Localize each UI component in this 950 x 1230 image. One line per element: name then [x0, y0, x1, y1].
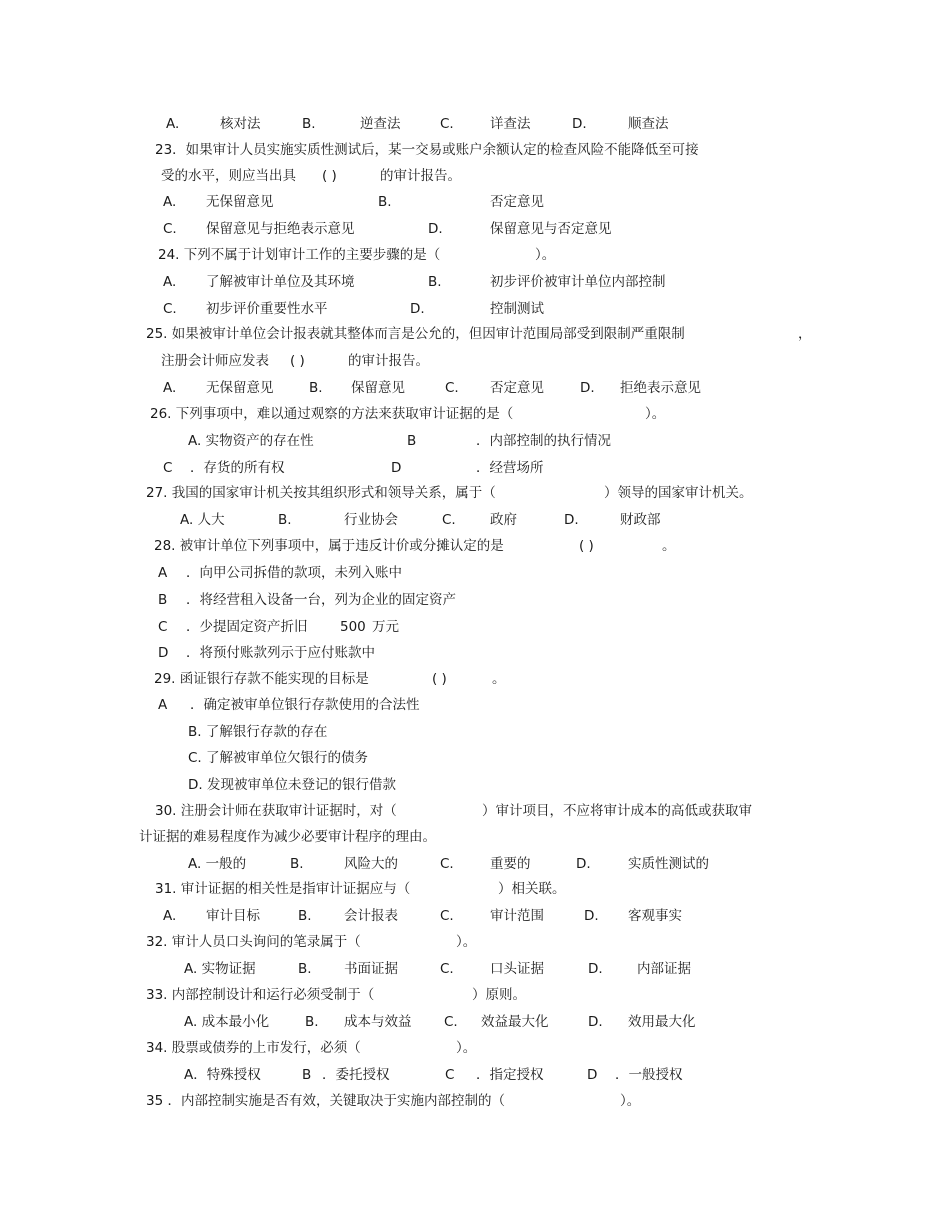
- q24-stem: 24. 下列不属于计划审计工作的主要步骤的是（: [158, 247, 441, 263]
- q24-option-b-text: 初步评价被审计单位内部控制: [490, 274, 666, 290]
- q25-stem-comma: ，: [798, 326, 812, 342]
- q28-stem-dot: 。: [662, 538, 676, 554]
- q28-option-c-unit: 万元: [372, 619, 399, 635]
- q25-answer-blank: ( ): [290, 353, 305, 369]
- q27-option-b-label: B.: [278, 512, 292, 528]
- q31-option-b-label: B.: [298, 908, 312, 924]
- q30-option-b-label: B.: [290, 856, 304, 872]
- q34-option-c-label: C: [445, 1067, 455, 1083]
- q23-answer-blank: ( ): [322, 168, 337, 184]
- q25-stem: 25. 如果被审计单位会计报表就其整体而言是公允的，但因审计范围局部受到限制严重限制: [146, 326, 685, 342]
- q32-option-b-text: 书面证据: [344, 961, 398, 977]
- q26-option-b-text: ．内部控制的执行情况: [476, 433, 611, 449]
- q34-option-a: A．特殊授权: [184, 1067, 261, 1083]
- q23-option-d-label: D.: [428, 221, 443, 237]
- q28-option-c-text: ．少提固定资产折旧: [186, 619, 308, 635]
- q25-option-a-text: 无保留意见: [206, 380, 274, 396]
- q31-stem: 31. 审计证据的相关性是指审计证据应与（: [155, 881, 411, 897]
- q31-option-b-text: 会计报表: [344, 908, 398, 924]
- q22-option-c-label: C.: [440, 116, 454, 132]
- q24-stem-close: ）。: [535, 247, 556, 263]
- q28-option-d-label: D: [158, 645, 169, 661]
- q32-option-d-label: D.: [588, 961, 603, 977]
- q23-stem-part1: 受的水平，则应当出具: [161, 168, 296, 184]
- q27-option-a: A. 人大: [180, 512, 225, 528]
- q25-option-b-text: 保留意见: [351, 380, 405, 396]
- q28-option-b-text: ．将经营租入设备一台，列为企业的固定资产: [186, 592, 456, 608]
- q24-option-d-text: 控制测试: [490, 301, 544, 317]
- q33-stem: 33. 内部控制设计和运行必须受制于（: [146, 987, 375, 1003]
- q25-option-b-label: B.: [309, 380, 323, 396]
- q34-stem-close: ）。: [456, 1040, 477, 1056]
- q27-stem: 27. 我国的国家审计机关按其组织形式和领导关系，属于（: [146, 485, 496, 501]
- q23-option-b-label: B.: [378, 194, 392, 210]
- q33-stem-close: ）原则。: [472, 987, 526, 1003]
- q25-option-c-text: 否定意见: [490, 380, 544, 396]
- q35-stem: 35 ．内部控制实施是否有效，关键取决于实施内部控制的（: [146, 1093, 505, 1109]
- q31-option-a-label: A.: [163, 908, 177, 924]
- q29-option-d: D. 发现被审单位未登记的银行借款: [188, 777, 396, 793]
- q30-option-d-text: 实质性测试的: [628, 856, 709, 872]
- q24-option-a-label: A.: [163, 274, 177, 290]
- q26-option-d-label: D: [391, 460, 402, 476]
- q29-option-a-text: ．确定被审单位银行存款使用的合法性: [190, 697, 420, 713]
- q31-option-d-label: D.: [584, 908, 599, 924]
- q22-option-a-text: 核对法: [220, 116, 261, 132]
- q26-option-b-label: B: [407, 433, 417, 449]
- q31-stem-close: ）相关联。: [498, 881, 566, 897]
- q28-option-c-label: C: [158, 619, 168, 635]
- q31-option-c-text: 审计范围: [490, 908, 544, 924]
- q26-stem-close: ）。: [645, 406, 666, 422]
- q30-option-c-text: 重要的: [490, 856, 531, 872]
- q29-answer-blank: ( ): [432, 671, 447, 687]
- q32-stem: 32. 审计人员口头询问的笔录属于（: [146, 934, 361, 950]
- q25-stem-part2: 的审计报告。: [348, 353, 429, 369]
- q31-option-c-label: C.: [440, 908, 454, 924]
- q30-stem: 30. 注册会计师在获取审计证据时，对（: [155, 803, 397, 819]
- q22-option-d-label: D.: [572, 116, 587, 132]
- q32-option-b-label: B.: [298, 961, 312, 977]
- q28-option-a-label: A: [158, 565, 168, 581]
- q23-option-b-text: 否定意见: [490, 194, 544, 210]
- q24-option-c-text: 初步评价重要性水平: [206, 301, 328, 317]
- q34-option-b-label: B: [302, 1067, 312, 1083]
- q22-option-a-label: A.: [166, 116, 180, 132]
- q27-option-d-label: D.: [564, 512, 579, 528]
- q29-option-a-label: A: [158, 697, 168, 713]
- q34-option-d-label: D: [587, 1067, 598, 1083]
- q30-option-c-label: C.: [440, 856, 454, 872]
- q32-option-d-text: 内部证据: [637, 961, 691, 977]
- q28-answer-blank: ( ): [579, 538, 594, 554]
- q29-stem: 29. 函证银行存款不能实现的目标是: [154, 671, 369, 687]
- q34-stem: 34. 股票或债券的上市发行，必须（: [146, 1040, 361, 1056]
- q28-stem: 28. 被审计单位下列事项中，属于违反计价或分摊认定的是: [154, 538, 504, 554]
- q30-option-a: A. 一般的: [188, 856, 247, 872]
- q33-option-c-label: C.: [444, 1014, 458, 1030]
- q30-option-d-label: D.: [576, 856, 591, 872]
- q34-option-c-text: ．指定授权: [476, 1067, 544, 1083]
- q26-option-c-text: ．存货的所有权: [190, 460, 285, 476]
- q34-option-b-text: ．委托授权: [322, 1067, 390, 1083]
- q27-option-d-text: 财政部: [620, 512, 661, 528]
- q29-option-b: B. 了解银行存款的存在: [188, 724, 328, 740]
- q26-option-a: A. 实物资产的存在性: [188, 433, 314, 449]
- q33-option-d-label: D.: [588, 1014, 603, 1030]
- q30-stem-continued: 计证据的难易程度作为减少必要审计程序的理由。: [139, 829, 436, 845]
- q23-option-c-text: 保留意见与拒绝表示意见: [206, 221, 355, 237]
- q29-option-c: C. 了解被审单位欠银行的债务: [188, 750, 369, 766]
- q28-option-b-label: B: [158, 592, 168, 608]
- q25-option-d-text: 拒绝表示意见: [620, 380, 701, 396]
- q27-option-b-text: 行业协会: [344, 512, 398, 528]
- q31-option-d-text: 客观事实: [628, 908, 682, 924]
- q33-option-b-label: B.: [305, 1014, 319, 1030]
- q25-option-c-label: C.: [445, 380, 459, 396]
- q26-option-c-label: C: [163, 460, 173, 476]
- q32-stem-close: ）。: [456, 934, 477, 950]
- q23-stem-part2: 的审计报告。: [380, 168, 461, 184]
- q30-stem-close: ）审计项目，不应将审计成本的高低或获取审: [482, 803, 752, 819]
- q33-option-a: A. 成本最小化: [184, 1014, 270, 1030]
- q25-option-d-label: D.: [580, 380, 595, 396]
- q28-option-d-text: ．将预付账款列示于应付账款中: [186, 645, 375, 661]
- q22-option-b-label: B.: [302, 116, 316, 132]
- q24-option-a-text: 了解被审计单位及其环境: [206, 274, 355, 290]
- q29-stem-dot: 。: [492, 671, 506, 687]
- q27-option-c-label: C.: [442, 512, 456, 528]
- q22-option-c-text: 详查法: [490, 116, 531, 132]
- q34-option-d-text: ．一般授权: [615, 1067, 683, 1083]
- q31-option-a-text: 审计目标: [206, 908, 260, 924]
- q22-option-b-text: 逆查法: [360, 116, 401, 132]
- q27-option-c-text: 政府: [490, 512, 517, 528]
- q32-option-a: A. 实物证据: [184, 961, 256, 977]
- q24-option-d-label: D.: [410, 301, 425, 317]
- q24-option-b-label: B.: [428, 274, 442, 290]
- q26-stem: 26. 下列事项中，难以通过观察的方法来获取审计证据的是（: [150, 406, 514, 422]
- q32-option-c-text: 口头证据: [490, 961, 544, 977]
- q25-option-a-label: A.: [163, 380, 177, 396]
- q23-option-a-text: 无保留意见: [206, 194, 274, 210]
- q25-stem-part1: 注册会计师应发表: [161, 353, 269, 369]
- q33-option-d-text: 效用最大化: [628, 1014, 696, 1030]
- q28-option-c-amount: 500: [340, 619, 366, 635]
- q24-option-c-label: C.: [163, 301, 177, 317]
- q28-option-a-text: ．向甲公司拆借的款项，未列入账中: [186, 565, 402, 581]
- q23-option-a-label: A.: [163, 194, 177, 210]
- q22-option-d-text: 顺查法: [628, 116, 669, 132]
- q23-option-d-text: 保留意见与否定意见: [490, 221, 612, 237]
- q33-option-b-text: 成本与效益: [344, 1014, 412, 1030]
- q32-option-c-label: C.: [440, 961, 454, 977]
- q30-option-b-text: 风险大的: [344, 856, 398, 872]
- q23-option-c-label: C.: [163, 221, 177, 237]
- q35-stem-close: ）。: [620, 1093, 641, 1109]
- q26-option-d-text: ．经营场所: [476, 460, 544, 476]
- q33-option-c-text: 效益最大化: [481, 1014, 549, 1030]
- q23-stem: 23．如果审计人员实施实质性测试后，某一交易或账户余额认定的检查风险不能降低至可接: [155, 142, 699, 158]
- q27-stem-close: ）领导的国家审计机关。: [604, 485, 753, 501]
